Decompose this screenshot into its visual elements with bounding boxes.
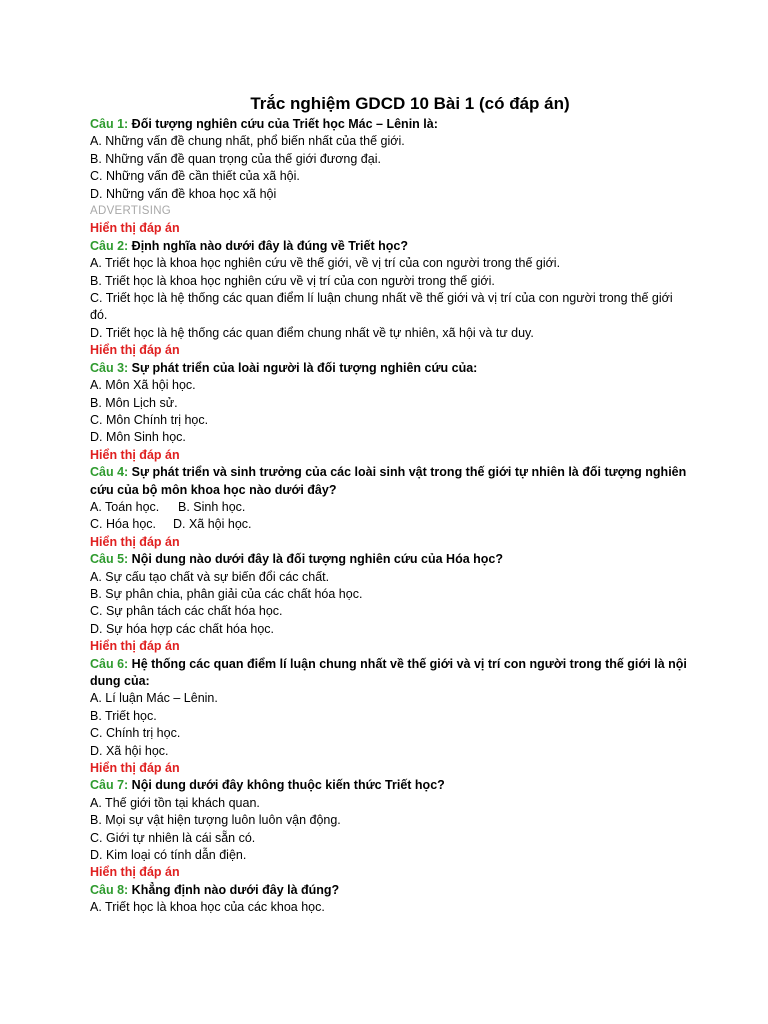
question-1 <box>90 116 690 133</box>
option-a: A. Lí luận Mác – Lênin. <box>90 691 218 706</box>
question-number: Câu 7: <box>90 778 129 793</box>
show-answer-link[interactable]: Hiển thị đáp án <box>90 639 180 654</box>
option-a: A. Những vấn đề chung nhất, phổ biến nhất của thế giới. <box>90 134 405 149</box>
option-b: B. Sinh học. <box>178 499 246 514</box>
option-d: D. Xã hội học. <box>90 743 169 758</box>
option-a: A. Sự cấu tạo chất và sự biến đổi các chất. <box>90 569 330 584</box>
option-d: D. Môn Sinh học. <box>90 430 186 445</box>
question-number: Câu 8: <box>90 882 129 897</box>
question-text: Khẳng định nào dưới đây là đúng? <box>128 882 340 897</box>
option-c: C. Giới tự nhiên là cái sẵn có. <box>90 830 256 845</box>
option-c: C. Triết học là hệ thống các quan điểm lí luận chung nhất về thế giới và vị trí của con người trong thế giới <box>90 291 673 306</box>
show-answer-link[interactable]: Hiển thị đáp án <box>90 534 180 549</box>
question-number: Câu 5: <box>90 552 129 567</box>
question-text: Nội dung nào dưới đây là đối tượng nghiên cứu của Hóa học? <box>128 552 503 567</box>
option-row <box>90 516 690 533</box>
question-text-continued: dung của: <box>90 674 150 688</box>
option-b: B. Mọi sự vật hiện tượng luôn luôn vận động. <box>90 813 341 828</box>
option-a: A. Toán học. <box>90 499 160 514</box>
question-text: Sự phát triển và sinh trưởng của các loài sinh vật trong thế giới tự nhiên là đối tượng nghiên <box>128 465 687 480</box>
option-d: D. Sự hóa hợp các chất hóa học. <box>90 621 275 636</box>
option-b: B. Môn Lịch sử. <box>90 395 178 410</box>
option-d: D. Xã hội học. <box>173 517 252 532</box>
question-number: Câu 1: <box>90 117 129 131</box>
option-b: B. Triết học. <box>90 708 157 723</box>
question-text: Đối tượng nghiên cứu của Triết học Mác – Lênin là: <box>128 117 438 131</box>
option-d: D. Kim loại có tính dẫn điện. <box>90 848 247 863</box>
question-text: Nội dung dưới đây không thuộc kiến thức Triết học? <box>128 778 445 793</box>
page-title: Trắc nghiệm GDCD 10 Bài 1 (có đáp án) <box>250 94 570 113</box>
question-number: Câu 4: <box>90 465 129 480</box>
question-text: Định nghĩa nào dưới đây là đúng về Triết học? <box>128 238 408 253</box>
advertising-label: ADVERTISING <box>90 205 172 218</box>
option-c: C. Hóa học. <box>90 517 157 532</box>
question-6 <box>90 656 690 673</box>
question-5 <box>90 551 690 568</box>
question-number: Câu 3: <box>90 360 129 375</box>
question-4 <box>90 464 690 481</box>
question-text: Hệ thống các quan điểm lí luận chung nhất về thế giới và vị trí con người trong thế giới là nội <box>128 656 687 671</box>
option-b: B. Những vấn đề quan trọng của thế giới đương đại. <box>90 151 381 166</box>
show-answer-link[interactable]: Hiển thị đáp án <box>90 221 180 236</box>
option-a: A. Thế giới tồn tại khách quan. <box>90 795 260 810</box>
question-text-continued: cứu của bộ môn khoa học nào dưới đây? <box>90 482 337 497</box>
show-answer-link[interactable]: Hiển thị đáp án <box>90 761 180 776</box>
show-answer-link[interactable]: Hiển thị đáp án <box>90 447 180 462</box>
option-b: B. Sự phân chia, phân giải của các chất hóa học. <box>90 586 363 601</box>
question-number: Câu 2: <box>90 238 129 253</box>
option-c: C. Môn Chính trị học. <box>90 412 209 427</box>
question-number: Câu 6: <box>90 656 129 671</box>
question-8 <box>90 882 690 899</box>
question-text: Sự phát triển của loài người là đối tượng nghiên cứu của: <box>128 360 478 375</box>
option-row <box>90 499 690 516</box>
show-answer-link[interactable]: Hiển thị đáp án <box>90 865 180 880</box>
option-c: C. Sự phân tách các chất hóa học. <box>90 604 283 619</box>
question-3 <box>90 360 690 377</box>
option-a: A. Triết học là khoa học nghiên cứu về thế giới, về vị trí của con người trong thế giới. <box>90 256 561 271</box>
show-answer-link[interactable]: Hiển thị đáp án <box>90 343 180 358</box>
option-a: A. Triết học là khoa học của các khoa học. <box>90 900 325 915</box>
option-c: C. Chính trị học. <box>90 726 181 741</box>
question-7 <box>90 777 690 794</box>
option-c-continued: đó. <box>90 308 108 323</box>
question-2 <box>90 238 690 255</box>
option-c: C. Những vấn đề cần thiết của xã hội. <box>90 169 300 184</box>
document-page <box>90 92 690 917</box>
option-d: D. Những vấn đề khoa học xã hội <box>90 186 277 201</box>
option-b: B. Triết học là khoa học nghiên cứu về vị trí của con người trong thế giới. <box>90 273 495 288</box>
option-a: A. Môn Xã hội học. <box>90 378 196 393</box>
option-d: D. Triết học là hệ thống các quan điểm chung nhất về tự nhiên, xã hội và tư duy. <box>90 325 534 340</box>
